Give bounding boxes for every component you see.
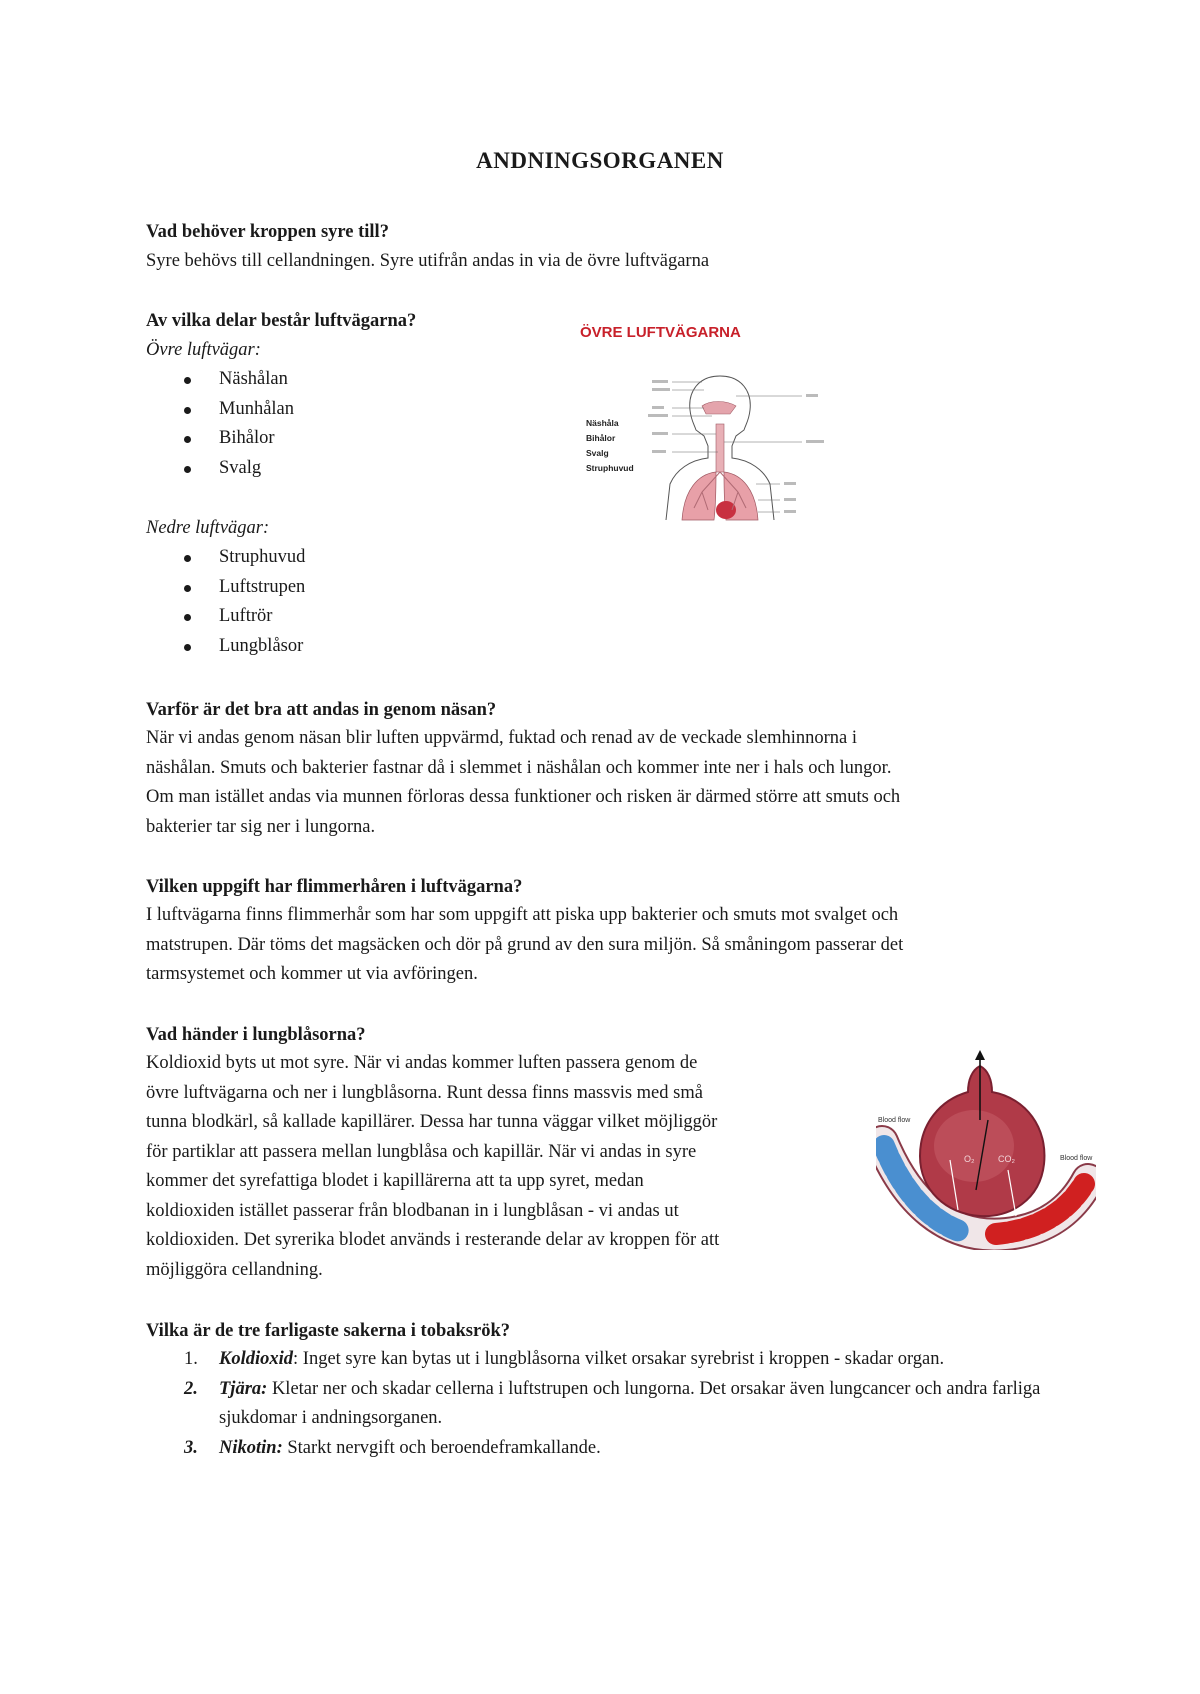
list-text: Kletar ner och skadar cellerna i luftstrupen och lungorna. Det orsakar även lungcancer och andra farliga sjukdomar i andningsorganen. <box>219 1378 1041 1428</box>
text-line: för partiklar att passera mellan lungblåsa och kapillär. När vi andas in syre <box>146 1141 697 1162</box>
text-line: övre luftvägarna och ner i lungblåsorna. Runt dessa finns massvis med små <box>146 1082 703 1103</box>
text-line: tunna blodkärl, så kallade kapillärer. Dessa har tunna väggar vilket möjliggör <box>146 1112 718 1132</box>
text-line: I luftvägarna finns flimmerhår som har som uppgift att piska upp bakterier och smuts mot svalget och <box>146 905 899 925</box>
list-item: Bihålor <box>146 424 294 454</box>
heading-tobacco-dangers: Vilka är de tre farligaste sakerna i tobaksrök? <box>146 1321 510 1341</box>
text-line: näshålan. Smuts och bakterier fastnar då i slemmet i näshålan och kommer inte ner i hals och lungor. <box>146 757 892 778</box>
figure-label: Svalg <box>586 448 609 458</box>
text-line: kommer det syrefattiga blodet i kapillärerna att ta upp syret, medan <box>146 1171 644 1191</box>
text-line: Koldioxid byts ut mot syre. När vi andas kommer luften passera genom de <box>146 1053 698 1073</box>
text-line: tarmsystemet och kommer ut via avföringen. <box>146 964 478 984</box>
text-line: koldioxiden istället passerar från blodbanan in i lungblåsan - vi andas ut <box>146 1200 679 1221</box>
list-term: Koldioxid <box>219 1349 294 1369</box>
text-nose-breathing <box>146 724 1086 842</box>
list-tobacco-dangers <box>146 1345 1066 1463</box>
list-term-separator: : <box>293 1349 299 1369</box>
alveolus-gas-exchange-illustration <box>876 1050 1096 1250</box>
text-line: När vi andas genom näsan blir luften uppvärmd, fuktad och renad av de veckade slemhinnorna i <box>146 728 857 748</box>
blood-flow-in-label: Blood flow <box>878 1117 911 1124</box>
list-item <box>146 1434 1066 1464</box>
co2-label: CO₂ <box>998 1154 1015 1164</box>
text-line: Om man istället andas via munnen förloras dessa funktioner och risken är därmed större att smuts och <box>146 787 901 807</box>
figure-label: Struphuvud <box>586 463 634 473</box>
page-title: ANDNINGSORGANEN <box>476 148 724 173</box>
list-upper-airways <box>146 365 294 483</box>
list-text: Inget syre kan bytas ut i lungblåsorna vilket orsakar syrebrist i kroppen - skadar organ. <box>298 1349 945 1369</box>
upper-airways-figure <box>580 324 850 524</box>
text-line: bakterier tar sig ner i lungorna. <box>146 816 376 837</box>
list-item <box>146 1375 1066 1434</box>
list-item: Struphuvud <box>146 543 305 573</box>
text-oxygen-purpose: Syre behövs till cellandningen. Syre utifrån andas in via de övre luftvägarna <box>146 251 710 271</box>
list-term: Nikotin: <box>219 1437 283 1458</box>
respiratory-system-illustration <box>580 324 850 524</box>
list-item: Lungblåsor <box>146 632 305 662</box>
heading-cilia: Vilken uppgift har flimmerhåren i luftvägarna? <box>146 877 523 897</box>
list-lower-airways <box>146 543 305 661</box>
list-term: Tjära: <box>219 1378 268 1399</box>
heading-nose-breathing: Varför är det bra att andas in genom näsan? <box>146 700 497 720</box>
list-number: 1. <box>184 1349 198 1369</box>
o2-label: O₂ <box>964 1154 975 1164</box>
figure-title: ÖVRE LUFTVÄGARNA <box>580 324 741 341</box>
heading-alveoli: Vad händer i lungblåsorna? <box>146 1025 366 1045</box>
figure-label: Näshåla <box>586 418 619 428</box>
text-line: möjliggöra cellandning. <box>146 1259 323 1280</box>
text-line: matstrupen. Där töms det magsäcken och dör på grund av den sura miljön. Så småningom passerar det <box>146 934 904 955</box>
list-item: Munhålan <box>146 395 294 425</box>
heading-airway-parts: Av vilka delar består luftvägarna? <box>146 311 417 331</box>
list-item: Näshålan <box>146 365 294 395</box>
list-number: 2. <box>184 1378 198 1399</box>
label-lower-airways: Nedre luftvägar: <box>146 518 270 538</box>
list-item: Svalg <box>146 454 294 484</box>
list-item: Luftrör <box>146 602 305 632</box>
list-text: Starkt nervgift och beroendeframkallande. <box>282 1437 601 1458</box>
blood-flow-out-label: Blood flow <box>1060 1155 1093 1162</box>
list-number: 3. <box>184 1437 198 1458</box>
text-alveoli <box>146 1049 866 1285</box>
list-item: Luftstrupen <box>146 573 305 603</box>
figure-label: Bihålor <box>586 433 616 443</box>
text-line: koldioxiden. Det syrerika blodet används i resterande delar av kroppen för att <box>146 1230 720 1250</box>
text-cilia <box>146 901 1086 990</box>
list-item <box>146 1345 1066 1375</box>
heading-oxygen-purpose: Vad behöver kroppen syre till? <box>146 222 389 242</box>
label-upper-airways: Övre luftvägar: <box>146 340 261 360</box>
